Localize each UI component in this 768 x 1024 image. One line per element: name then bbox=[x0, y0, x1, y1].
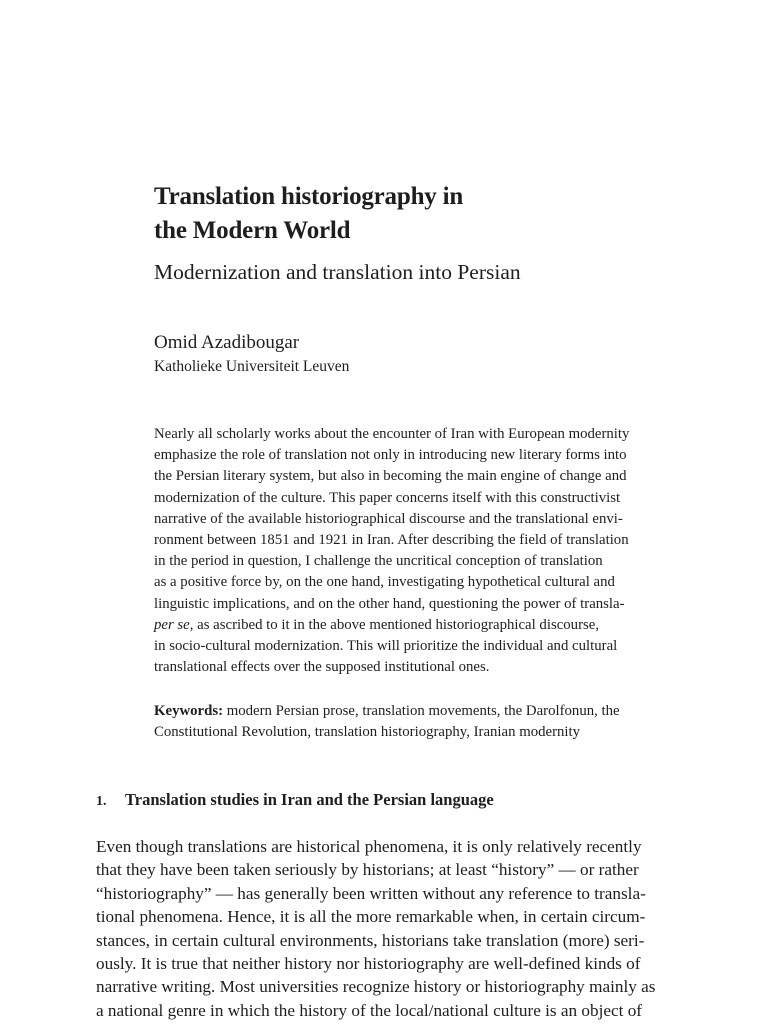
author-affiliation: Katholieke Universiteit Leuven bbox=[154, 358, 350, 375]
abstract-line: the Persian literary system, but also in becoming the main engine of change and bbox=[154, 468, 627, 485]
abstract-line: in the period in question, I challenge the uncritical conception of translation bbox=[154, 553, 603, 570]
body-line: ously. It is true that neither history nor historiography are well-defined kinds of bbox=[96, 954, 641, 974]
keywords-text: modern Persian prose, translation movements, the Darolfonun, the bbox=[223, 703, 620, 719]
abstract-italic-term: per se bbox=[154, 616, 190, 633]
abstract-line: emphasize the role of translation not only in introducing new literary forms into bbox=[154, 447, 627, 464]
abstract-line: ronment between 1851 and 1921 in Iran. After describing the field of translation bbox=[154, 532, 629, 549]
abstract-line bbox=[154, 615, 684, 636]
keywords-line: Constitutional Revolution, translation historiography, Iranian modernity bbox=[154, 724, 581, 741]
body-line: stances, in certain cultural environments, historians take translation (more) seri- bbox=[96, 930, 645, 950]
abstract bbox=[154, 424, 684, 678]
body-line: “historiography” — has generally been written without any reference to transla- bbox=[96, 883, 646, 903]
body-line: tional phenomena. Hence, it is all the more remarkable when, in certain circum- bbox=[96, 907, 646, 927]
abstract-line: modernization of the culture. This paper concerns itself with this constructivist bbox=[154, 489, 621, 506]
author-name: Omid Azadibougar bbox=[154, 332, 300, 353]
abstract-line-rest: , as ascribed to it in the above mentioned historiographical discourse, bbox=[189, 616, 600, 633]
body-line: narrative writing. Most universities recognize history or historiography mainly as bbox=[96, 977, 656, 997]
abstract-line: in socio-cultural modernization. This will prioritize the individual and cultural bbox=[154, 638, 618, 655]
abstract-line: narrative of the available historiographical discourse and the translational envi- bbox=[154, 510, 623, 527]
article-subtitle: Modernization and translation into Persian bbox=[154, 260, 521, 284]
body-line: that they have been taken seriously by historians; at least “history” — or rather bbox=[96, 860, 639, 880]
article-title bbox=[154, 180, 674, 248]
keywords-line bbox=[154, 701, 684, 722]
abstract-line: translational effects over the supposed institutional ones. bbox=[154, 659, 490, 676]
body-line: a national genre in which the history of the local/national culture is an object of bbox=[96, 1000, 643, 1020]
section-title: Translation studies in Iran and the Persian language bbox=[125, 790, 494, 809]
abstract-line: linguistic implications, and on the other hand, questioning the power of transla- bbox=[154, 595, 625, 612]
abstract-line: Nearly all scholarly works about the encounter of Iran with European modernity bbox=[154, 426, 630, 442]
section-heading bbox=[96, 788, 494, 814]
keywords bbox=[154, 701, 684, 743]
article-title-line-2: the Modern World bbox=[154, 217, 351, 244]
abstract-line: as a positive force by, on the one hand, investigating hypothetical cultural and bbox=[154, 574, 615, 591]
article-title-line-1: Translation historiography in bbox=[154, 183, 464, 210]
section-number: 1. bbox=[96, 794, 107, 809]
keywords-label: Keywords: bbox=[154, 703, 224, 719]
body-line: Even though translations are historical phenomena, it is only relatively recently bbox=[96, 837, 642, 856]
body-paragraph bbox=[96, 835, 676, 1022]
